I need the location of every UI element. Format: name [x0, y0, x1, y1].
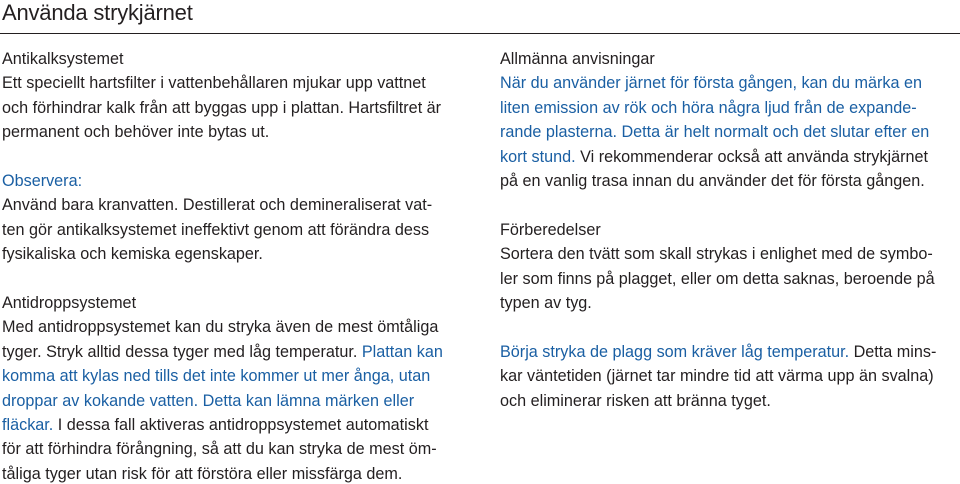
antidropp-text-3: I dessa fall aktiveras antidroppsystemet automatiskt för att förhindra förångning, så att du kan stryka de mest öm- tåliga tyger utan risk för att förstöra eller missfärga dem.: [2, 416, 437, 483]
borja-text-1: Börja stryka de plagg som kräver låg temperatur.: [500, 342, 850, 361]
antidropp-paragraph: [2, 315, 464, 484]
allmanna-text-2: Vi rekommenderar också att använda strykjärnet på en vanlig trasa innan du använder det för första gången.: [500, 147, 928, 191]
antidropp-text-1: Med antidroppsystemet kan du stryka även de mest ömtåliga tyger. Stryk alltid dessa tyger med låg temperatur.: [2, 318, 439, 361]
observera-paragraph: Använd bara kranvatten. Destillerat och demineraliserat vat- ten gör antikalksystemet ineffektivt genom att förändra dess fysikaliska och kemiska egenskaper.: [2, 196, 433, 264]
forberedelser-paragraph: Sortera den tvätt som skall strykas i enlighet med de symbo- ler som finns på plagget, eller om detta saknas, beroende på typen av tyg.: [500, 245, 935, 313]
observera-heading: Observera:: [2, 172, 83, 191]
page-title: Använda strykjärnet: [2, 0, 193, 25]
antikalk-paragraph: Ett speciellt hartsfilter i vattenbehållaren mjukar upp vattnet och förhindrar kalk från att byggas upp i plattan. Hartsfiltret är permanent och behöver inte bytas ut.: [2, 74, 442, 142]
antidropp-text-2: Plattan kan komma att kylas ned tills det inte kommer ut mer ånga, utan droppar av kokande vatten. Detta kan lämna märken eller fläckar.: [2, 342, 443, 435]
left-column: [2, 47, 464, 484]
borja-text-2: Detta mins- kar väntetiden (järnet tar mindre tid att värma upp än svalna) och eliminerar risken att bränna tyget.: [500, 342, 937, 410]
allmanna-paragraph: [500, 71, 960, 193]
antidropp-heading: Antidroppsystemet: [2, 294, 137, 313]
right-column: [500, 47, 960, 413]
borja-paragraph: [500, 340, 960, 413]
antikalk-heading: Antikalksystemet: [2, 50, 124, 68]
title-divider: [0, 33, 960, 34]
forberedelser-heading: Förberedelser: [500, 220, 601, 239]
allmanna-text-1: När du använder järnet för första gången, kan du märka en liten emission av rök och höra några ljud från de expande- rande plasterna. Detta är helt normalt och det slutar efter en kort stund.: [500, 74, 930, 166]
allmanna-heading: Allmänna anvisningar: [500, 50, 655, 68]
